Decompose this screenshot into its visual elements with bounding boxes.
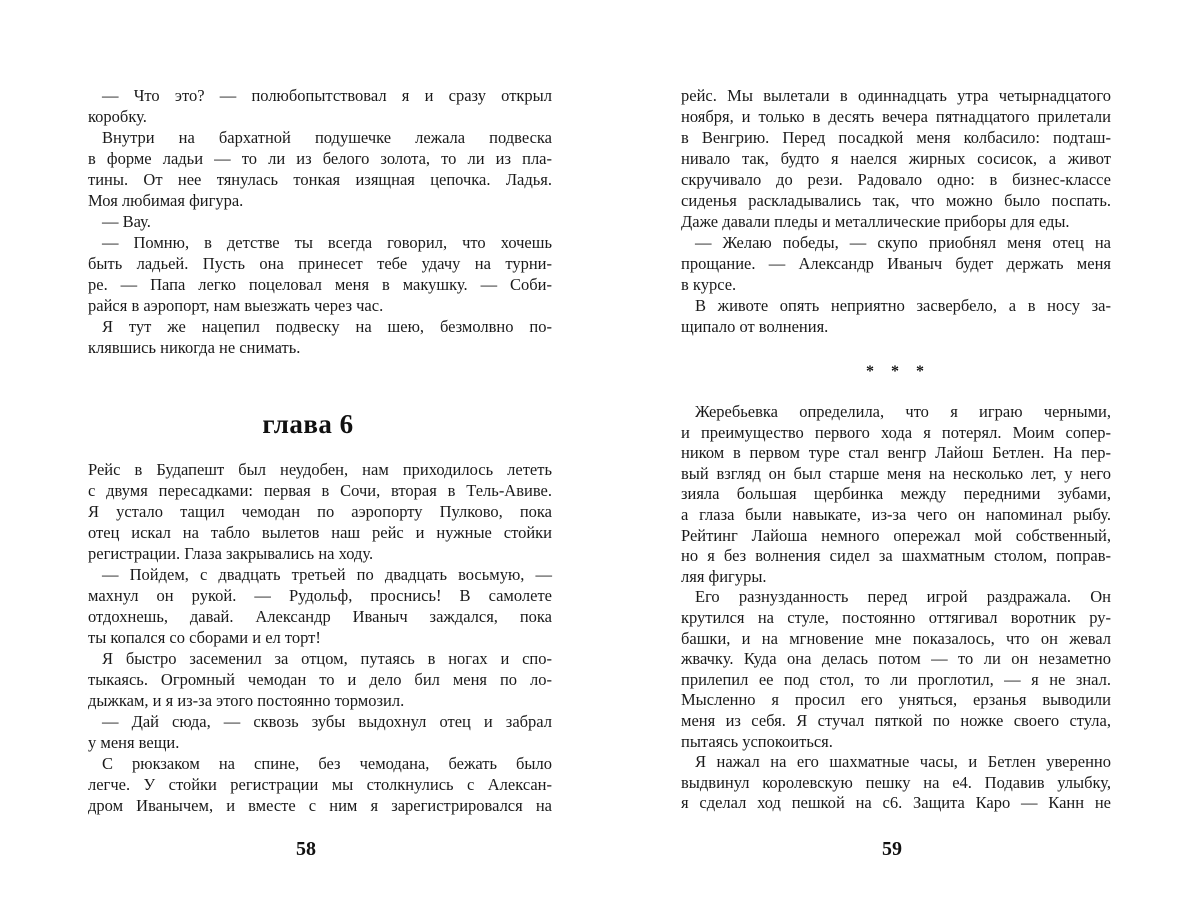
paragraph [88,459,552,564]
text-line: а глаза были навыкате, из-за чего он напоминал рыбу. [681,504,1111,524]
text-line: ником в первом туре стал венгр Лайош Бетлен. На пер- [681,443,1111,463]
text-line: рейс. Мы вылетали в одиннадцать утра четырнадцатого [681,86,1111,105]
text-line: Я тут же нацепил подвеску на шею, безмолвно по- [102,317,552,336]
text-line: махнул он рукой. — Рудольф, проснись! В самолете [88,586,552,605]
text-line: скручивало до рези. Радовало одно: в бизнес-классе [681,170,1111,189]
text-line: башки, и на мгновение мне показалось, что он жевал [681,628,1111,648]
text-line: в Венгрию. Перед посадкой меня колбасило: подташ- [681,128,1111,147]
text-line: Моя любимая фигура. [88,191,244,210]
text-line: легче. У стойки регистрации мы столкнулись с Алексан- [88,775,552,794]
text-line: меня из себя. Я стучал пяткой по ножке своего стула, [681,710,1111,730]
text-line: Я нажал на его шахматные часы, и Бетлен уверенно [695,752,1111,772]
left-page-top-text [88,85,552,358]
text-line: и преимущество первого хода я потерял. Моим сопер- [681,422,1111,442]
paragraph [88,127,552,211]
paragraph [88,211,552,232]
text-line: дыжкам, и я из-за этого постоянно тормозил. [88,691,405,710]
text-line: жвачку. Куда она делась потом — то ли он незаметно [681,649,1111,669]
text-line: в курсе. [681,275,737,294]
text-line: — Желаю победы, — скупо приобнял меня отец на [695,233,1111,252]
text-line: ляя фигуры. [681,566,767,586]
text-line: зияла большая щербинка между передними зубами, [681,484,1111,504]
paragraph [88,564,552,648]
paragraph [88,753,552,816]
text-line: коробку. [88,107,147,126]
text-line: регистрации. Глаза закрывались на ходу. [88,544,374,563]
text-line: Его разнузданность перед игрой раздражала. Он [695,587,1111,607]
paragraph [88,232,552,316]
paragraph [88,316,552,358]
text-line: тыкаясь. Огромный чемодан то и дело бил меня по ло- [88,670,552,689]
text-line: крутился на стуле, постоянно оттягивал воротник ру- [681,607,1111,627]
paragraph [88,85,552,127]
text-line: — Дай сюда, — сквозь зубы выдохнул отец и забрал [102,712,552,731]
page-number-right: 59 [882,838,902,860]
text-line: ноября, и только в десять вечера пятнадцатого прилетали [681,107,1111,126]
text-line: быть ладьей. Пусть она принесет тебе удачу на турни- [88,254,552,273]
left-page-chapter-text [88,459,552,816]
text-line: прощание. — Александр Иваныч будет держать меня [681,254,1111,273]
text-line: в форме ладьи — то ли из белого золота, то ли из пла- [88,149,552,168]
paragraph [681,295,1111,337]
text-line: клявшись никогда не снимать. [88,338,301,357]
text-line: тины. От нее тянулась тонкая изящная цепочка. Ладья. [88,170,552,189]
right-page-top-text [681,85,1111,337]
text-line: Рейс в Будапешт был неудобен, нам приходилось лететь [88,460,552,479]
text-line: Мысленно я просил его уняться, ерзанья выводили [681,690,1111,710]
text-line: вый взгляд он был старше меня на несколько лет, у него [681,463,1111,483]
text-line: с двумя пересадками: первая в Сочи, вторая в Тель-Авиве. [88,481,552,500]
text-line: Жеребьевка определила, что я играю черными, [695,402,1111,421]
paragraph [681,587,1111,752]
text-line: Внутри на бархатной подушечке лежала подвеска [102,128,552,147]
text-line: Я устало тащил чемодан по аэропорту Пулково, пока [88,502,552,521]
paragraph [681,402,1111,587]
right-page-scene-text [681,402,1111,814]
text-line: — Помню, в детстве ты всегда говорил, что хочешь [102,233,552,252]
paragraph [681,752,1111,814]
text-line: С рюкзаком на спине, без чемодана, бежать было [102,754,552,773]
chapter-heading: глава 6 [262,409,354,439]
text-line: Даже давали пледы и металлические приборы для еды. [681,212,1070,231]
text-line: выдвинул королевскую пешку на e4. Подавив улыбку, [681,772,1111,792]
paragraph [681,232,1111,295]
text-line: отдохнешь, давай. Александр Иваныч заждался, пока [88,607,552,626]
text-line: щипало от волнения. [681,317,829,336]
text-line: но я без волнения сидел за шахматным столом, поправ- [681,546,1111,566]
text-line: прилепил ее под стол, то ли проглотил, — я не знал. [681,669,1111,689]
text-line: отец искал на табло вылетов наш рейс и нужные стойки [88,523,552,542]
text-line: пытаясь успокоиться. [681,731,833,751]
page-number-left: 58 [296,838,316,860]
text-line: — Вау. [102,212,151,231]
text-line: райся в аэропорт, нам выезжать через час. [88,296,384,315]
text-line: нивало так, будто я наелся жирных сосисок, а живот [681,149,1111,168]
text-line: Рейтинг Лайоша немного опережал мой собственный, [681,525,1111,545]
text-line: В животе опять неприятно засвербело, а в носу за- [695,296,1111,315]
paragraph [88,648,552,711]
text-line: у меня вещи. [88,733,180,752]
text-line: Я быстро засеменил за отцом, путаясь в ногах и спо- [102,649,552,668]
paragraph [681,85,1111,232]
text-line: сиденья раскладывались так, что можно было поспать. [681,191,1111,210]
text-line: ре. — Папа легко поцеловал меня в макушку. — Соби- [88,275,552,294]
text-line: — Пойдем, с двадцать третьей по двадцать восьмую, — [102,565,552,584]
text-line: дром Иванычем, и вместе с ним я зарегистрировался на [88,796,552,815]
text-line: я сделал ход пешкой на с6. Защита Каро — Канн не [681,793,1111,813]
text-line: ты копался со сборами и ел торт! [88,628,321,647]
right-page [620,0,1200,923]
scene-separator-asterisks: * * * [866,363,926,380]
text-line: — Что это? — полюбопытствовал я и сразу открыл [102,86,552,105]
paragraph [88,711,552,753]
